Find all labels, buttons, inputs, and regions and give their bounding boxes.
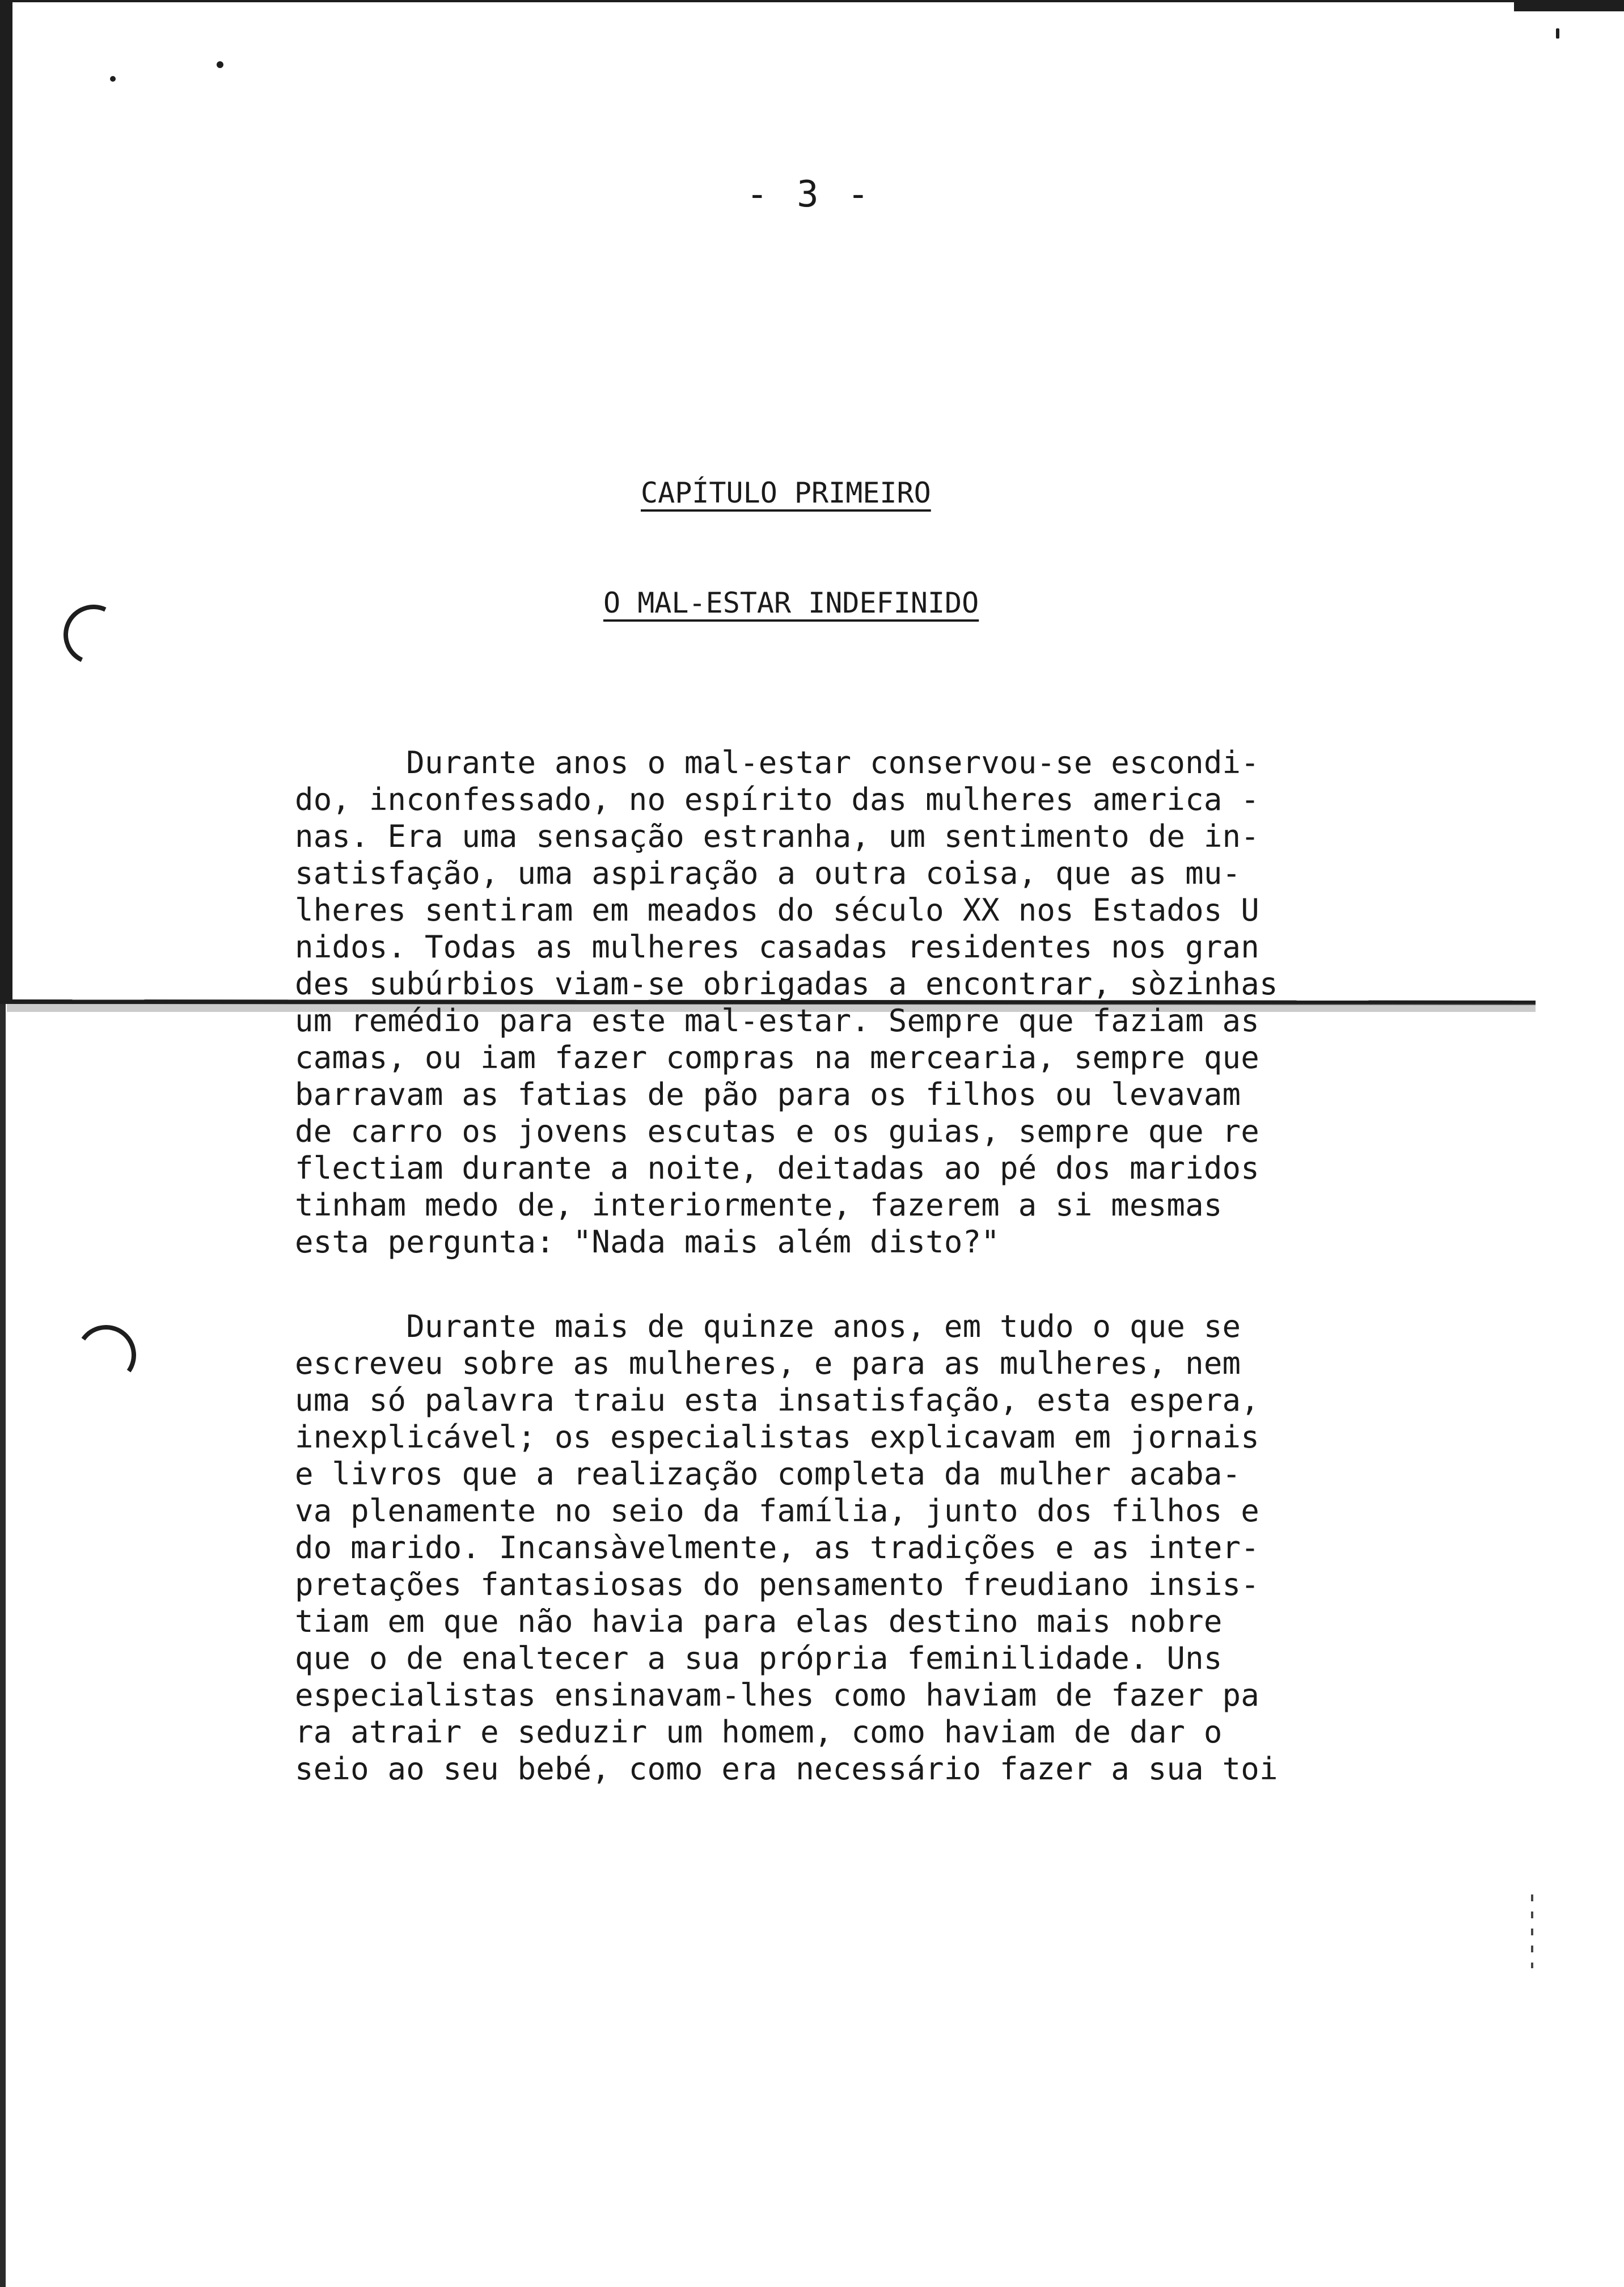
text-line: e livros que a realização completa da mulher acaba- [295, 1456, 1241, 1492]
margin-dash-mark [1531, 1894, 1533, 1968]
binding-edge-lower [0, 1004, 6, 2287]
text-line: esta pergunta: "Nada mais além disto?" [295, 1224, 1000, 1260]
ink-speck [1556, 28, 1559, 39]
text-line: satisfação, uma aspiração a outra coisa, que as mu- [295, 855, 1241, 891]
text-line: flectiam durante a noite, deitadas ao pé dos maridos [295, 1150, 1259, 1186]
chapter-subtitle: O MAL-ESTAR INDEFINIDO [603, 586, 979, 619]
text-line: barravam as fatias de pão para os filhos ou levavam [295, 1077, 1241, 1112]
text-line: Durante mais de quinze anos, em tudo o que se [295, 1309, 1241, 1344]
text-line: ra atrair e seduzir um homem, como haviam de dar o [295, 1714, 1223, 1750]
scan-edge-top [0, 0, 1624, 2]
text-line: um remédio para este mal-estar. Sempre que faziam as [295, 1003, 1259, 1039]
punch-hole-top [55, 596, 132, 673]
ink-speck [217, 61, 223, 68]
binding-edge [0, 0, 12, 1004]
text-line: especialistas ensinavam-lhes como haviam de fazer pa [295, 1677, 1259, 1713]
text-line: va plenamente no seio da família, junto dos filhos e [295, 1493, 1259, 1529]
text-line: do marido. Incansàvelmente, as tradições e as inter- [295, 1530, 1259, 1566]
text-line: pretações fantasiosas do pensamento freudiano insis- [295, 1567, 1259, 1602]
body-paragraph-1 [295, 744, 1350, 1260]
page-number: - 3 - [746, 174, 873, 216]
text-line: uma só palavra traiu esta insatisfação, esta espera, [295, 1382, 1259, 1418]
text-line: tinham medo de, interiormente, fazerem a si mesmas [295, 1187, 1223, 1223]
scan-edge-top-right [1514, 2, 1624, 11]
chapter-title: CAPÍTULO PRIMEIRO [641, 476, 931, 509]
text-line: nidos. Todas as mulheres casadas residentes nos gran [295, 929, 1259, 965]
text-line: do, inconfessado, no espírito das mulheres america - [295, 782, 1259, 817]
body-paragraph-2 [295, 1308, 1350, 1787]
text-line: lheres sentiram em meados do século XX nos Estados U [295, 892, 1259, 928]
text-line: de carro os jovens escutas e os guias, sempre que re [295, 1113, 1259, 1149]
text-line: des subúrbios viam-se obrigadas a encontrar, sòzinhas [295, 966, 1278, 1002]
text-line: Durante anos o mal-estar conservou-se escondi- [295, 745, 1259, 780]
text-line: camas, ou iam fazer compras na mercearia, sempre que [295, 1040, 1259, 1075]
punch-hole-bottom [71, 1320, 141, 1390]
text-line: nas. Era uma sensação estranha, um sentimento de in- [295, 818, 1259, 854]
text-line: que o de enaltecer a sua própria feminilidade. Uns [295, 1640, 1223, 1676]
text-line: escreveu sobre as mulheres, e para as mulheres, nem [295, 1345, 1241, 1381]
ink-speck [110, 76, 116, 82]
text-line: seio ao seu bebé, como era necessário fazer a sua toi [295, 1751, 1278, 1787]
text-line: inexplicável; os especialistas explicavam em jornais [295, 1419, 1259, 1455]
text-line: tiam em que não havia para elas destino mais nobre [295, 1604, 1223, 1639]
